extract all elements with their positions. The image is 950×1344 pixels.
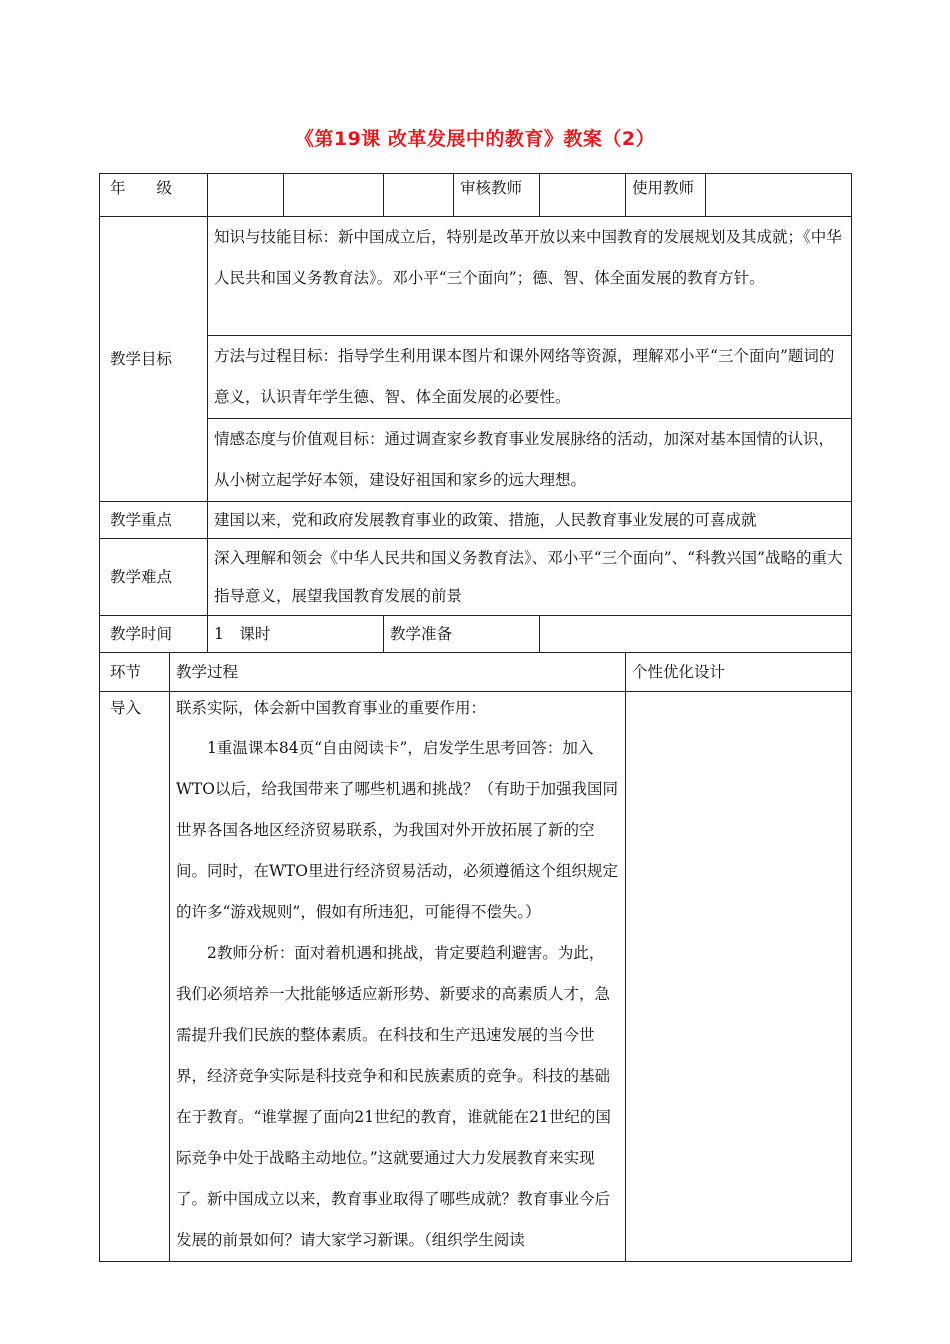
difficulty-row (100, 539, 852, 616)
prep-value (540, 616, 852, 653)
intro-line-0: 联系实际，体会新中国教育事业的重要作用： (176, 699, 487, 717)
reviewer-value (540, 174, 626, 217)
objective-method: 方法与过程目标：指导学生利用课本图片和课外网络等资源，理解邓小平“三个面向”题词的意义，认识青年学生德、智、体全面发展的必要性。 (214, 347, 835, 406)
prep-label: 教学准备 (384, 616, 540, 653)
time-value: 1 课时 (208, 616, 384, 653)
difficulty-cell (208, 539, 852, 616)
objective-row-knowledge (100, 217, 852, 336)
objective-method-cell (208, 336, 852, 419)
objective-row-method (100, 336, 852, 419)
process-header: 教学过程 (170, 653, 626, 692)
grade-row (100, 174, 852, 217)
design-header: 个性优化设计 (626, 653, 852, 692)
user-value (706, 174, 852, 217)
page-title: 《第19课 改革发展中的教育》教案（2） (294, 128, 656, 150)
intro-content (170, 692, 626, 1262)
reviewer-label: 审核教师 (454, 174, 540, 217)
lesson-plan-table (99, 173, 852, 1262)
process-header-row (100, 653, 852, 692)
grade-cell-3 (384, 174, 454, 217)
grade-cell-2 (284, 174, 384, 217)
time-row (100, 616, 852, 653)
objective-knowledge-cell (208, 217, 852, 336)
intro-row (100, 692, 852, 1262)
time-label: 教学时间 (100, 616, 208, 653)
objectives-label: 教学目标 (100, 217, 208, 502)
key-point-text: 建国以来，党和政府发展教育事业的政策、措施，人民教育事业发展的可喜成就 (208, 502, 852, 539)
objective-attitude-cell (208, 419, 852, 502)
intro-para-2: 2教师分析：面对着机遇和挑战，肯定要趋利避害。为此，我们必须培养一大批能够适应新形势、新要求的高素质人才，急需提升我们民族的整体素质。在科技和生产迅速发展的当今世界，经济竞争实际是科技竞争和和民族素质的竞争。科技的基础在于教育。“谁掌握了面向21世纪的教育，谁就能在21世纪的国际竞争中处于战略主动地位。”这就要通过大力发展教育来实现了。新中国成立以来，教育事业取得了哪些成就？教育事业今后发展的前景如何？请大家学习新课。（组织学生阅读 (176, 944, 611, 1249)
key-point-row (100, 502, 852, 539)
user-label: 使用教师 (626, 174, 706, 217)
key-point-label: 教学重点 (100, 502, 208, 539)
objective-knowledge: 知识与技能目标：新中国成立后，特别是改革开放以来中国教育的发展规划及其成就；《中华人民共和国义务教育法》。邓小平“三个面向”；德、智、体全面发展的教育方针。 (214, 228, 842, 287)
grade-label: 年 级 (100, 174, 208, 217)
intro-para-1: 1重温课本84页“自由阅读卡”，启发学生思考回答：加入WTO以后，给我国带来了哪些机遇和挑战？（有助于加强我国同世界各国各地区经济贸易联系，为我国对外开放拓展了新的空间。同时，在WTO里进行经济贸易活动，必须遵循这个组织规定的许多“游戏规则”，假如有所违犯，可能得不偿失。） (176, 739, 618, 921)
objective-attitude: 情感态度与价值观目标：通过调查家乡教育事业发展脉络的活动，加深对基本国情的认识，从小树立起学好本领，建设好祖国和家乡的远大理想。 (214, 430, 835, 489)
grade-cell-1 (208, 174, 284, 217)
intro-stage: 导入 (100, 692, 170, 1262)
difficulty-text: 深入理解和领会《中华人民共和国义务教育法》、邓小平“三个面向”、“科教兴国”战略的重大指导意义，展望我国教育发展的前景 (214, 549, 843, 605)
difficulty-label: 教学难点 (100, 539, 208, 616)
objective-row-attitude (100, 419, 852, 502)
intro-design (626, 692, 852, 1262)
stage-header: 环节 (100, 653, 170, 692)
